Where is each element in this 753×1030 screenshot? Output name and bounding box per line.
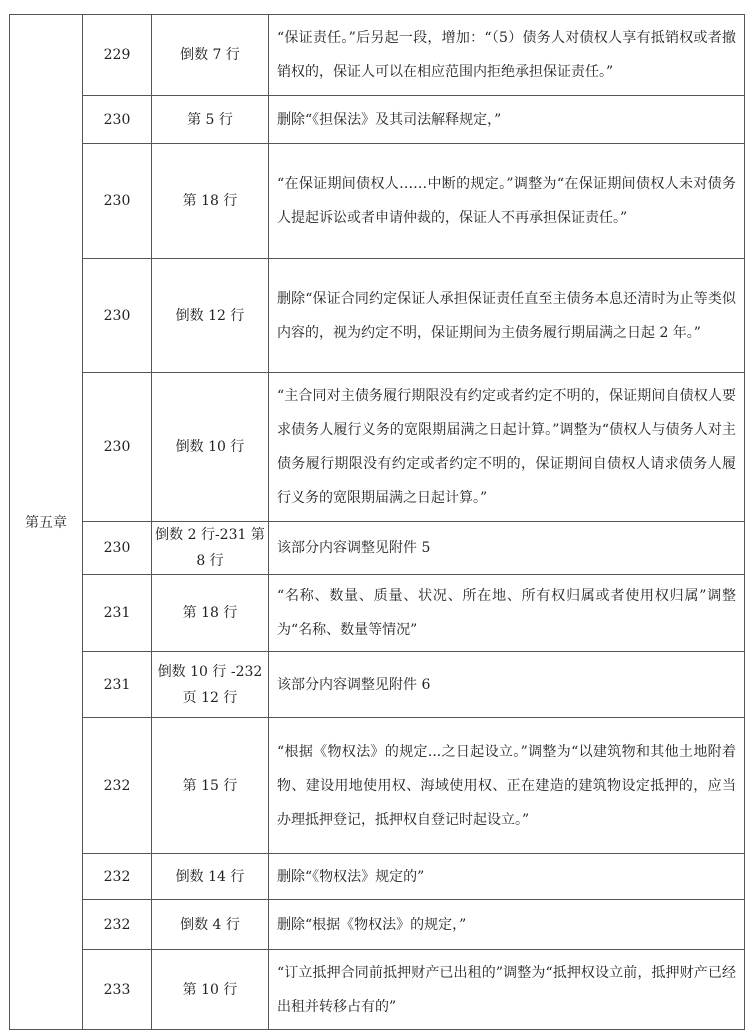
table-row [10, 575, 745, 652]
table-row [10, 900, 745, 950]
page-cell: 232 [83, 854, 152, 900]
page-cell: 230 [83, 259, 152, 373]
table-row [10, 652, 745, 718]
content-cell: 删除“保证合同约定保证人承担保证责任直至主债务本息还清时为止等类似内容的，视为约定不明，保证期间为主债务履行期届满之日起 2 年。” [269, 259, 745, 373]
content-cell: 该部分内容调整见附件 5 [269, 522, 745, 575]
content-cell: 该部分内容调整见附件 6 [269, 652, 745, 718]
page-cell: 231 [83, 575, 152, 652]
table-row [10, 718, 745, 854]
content-cell: 删除“《物权法》规定的” [269, 854, 745, 900]
line-cell: 第 5 行 [152, 96, 269, 144]
page-cell: 229 [83, 15, 152, 96]
content-cell: 删除“《担保法》及其司法解释规定，” [269, 96, 745, 144]
line-cell: 第 18 行 [152, 144, 269, 259]
table-row [10, 854, 745, 900]
table-row [10, 259, 745, 373]
line-cell: 倒数 10 行 -232 页 12 行 [152, 652, 269, 718]
table-row [10, 144, 745, 259]
line-cell: 倒数 7 行 [152, 15, 269, 96]
page-cell: 230 [83, 522, 152, 575]
table-row [10, 15, 745, 96]
page-cell: 231 [83, 652, 152, 718]
page-cell: 232 [83, 900, 152, 950]
page-cell: 230 [83, 373, 152, 522]
page-cell: 232 [83, 718, 152, 854]
page-cell: 230 [83, 96, 152, 144]
line-cell: 第 15 行 [152, 718, 269, 854]
line-cell: 倒数 10 行 [152, 373, 269, 522]
revision-table [9, 14, 745, 1030]
line-cell: 倒数 2 行-231 第 8 行 [152, 522, 269, 575]
chapter-cell: 第五章 [10, 15, 83, 1030]
table-row [10, 950, 745, 1030]
page-cell: 233 [83, 950, 152, 1030]
content-cell: “主合同对主债务履行期限没有约定或者约定不明的，保证期间自债权人要求债务人履行义务的宽限期届满之日起计算。”调整为“债权人与债务人对主债务履行期限没有约定或者约定不明的，保证期间自债权人请求债务人履行义务的宽限期届满之日起计算。” [269, 373, 745, 522]
line-cell: 第 18 行 [152, 575, 269, 652]
page-cell: 230 [83, 144, 152, 259]
table-row [10, 522, 745, 575]
content-cell: “根据《物权法》的规定...之日起设立。”调整为“以建筑物和其他土地附着物、建设用地使用权、海域使用权、正在建造的建筑物设定抵押的，应当办理抵押登记，抵押权自登记时起设立。” [269, 718, 745, 854]
table-row [10, 373, 745, 522]
content-cell: “保证责任。”后另起一段，增加：“（5）债务人对债权人享有抵销权或者撤销权的，保证人可以在相应范围内拒绝承担保证责任。” [269, 15, 745, 96]
content-cell: “在保证期间债权人……中断的规定。”调整为“在保证期间债权人未对债务人提起诉讼或者申请仲裁的，保证人不再承担保证责任。” [269, 144, 745, 259]
content-cell: “订立抵押合同前抵押财产已出租的”调整为“抵押权设立前，抵押财产已经出租并转移占有的” [269, 950, 745, 1030]
line-cell: 倒数 14 行 [152, 854, 269, 900]
line-cell: 倒数 4 行 [152, 900, 269, 950]
content-cell: “名称、数量、质量、状况、所在地、所有权归属或者使用权归属”调整为“名称、数量等情况” [269, 575, 745, 652]
line-cell: 第 10 行 [152, 950, 269, 1030]
line-cell: 倒数 12 行 [152, 259, 269, 373]
table-row [10, 96, 745, 144]
content-cell: 删除“根据《物权法》的规定，” [269, 900, 745, 950]
